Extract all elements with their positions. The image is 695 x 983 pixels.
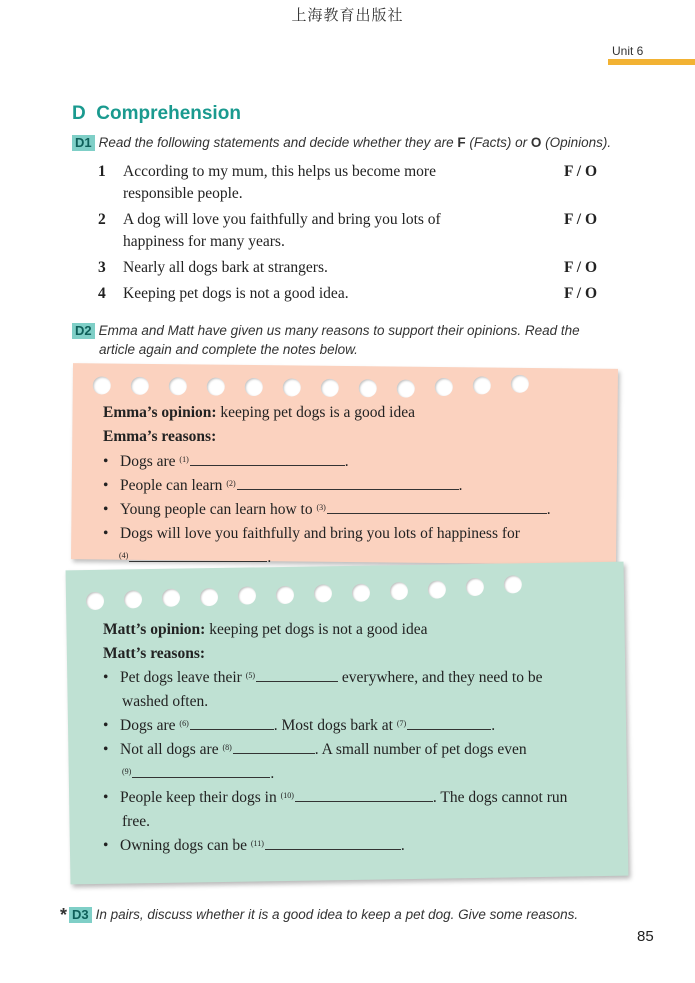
d2-instruction (72, 321, 580, 340)
d3-text: In pairs, discuss whether it is a good idea to keep a pet dog. Give some reasons. (95, 907, 579, 922)
blank-number: (4) (119, 551, 129, 560)
punch-hole (283, 378, 301, 396)
matt-reasons-label: Matt’s reasons: (103, 645, 206, 662)
punch-hole (314, 584, 332, 602)
punch-hole (428, 580, 446, 598)
emma-reason-1-text: Dogs are (120, 453, 180, 470)
unit-label: Unit 6 (612, 44, 644, 58)
punch-hole (245, 378, 263, 396)
punch-hole (435, 378, 453, 396)
blank-number: (7) (396, 719, 407, 728)
answer-blank-10[interactable] (295, 787, 433, 802)
statement-answer[interactable]: F / O (564, 285, 598, 302)
matt-reason-2-text-a: Dogs are (120, 717, 180, 734)
blank-number: (3) (316, 503, 326, 512)
d1-o: O (530, 135, 542, 150)
blank-number: (5) (245, 671, 256, 680)
section-letter: D (72, 103, 86, 124)
blank-number: (6) (179, 719, 189, 728)
matt-reason-1-cont: washed often. (122, 693, 209, 710)
statement-1 (98, 161, 608, 205)
statement-answer[interactable]: F / O (564, 211, 598, 228)
emma-reason-2: • People can learn $^{(2)}$ . (103, 477, 463, 494)
emma-opinion (103, 401, 415, 425)
answer-blank-5[interactable] (256, 667, 338, 682)
punch-hole (511, 375, 529, 393)
statement-2 (98, 209, 608, 253)
punch-hole (473, 376, 491, 394)
d1-f: F (457, 135, 466, 150)
blank-number: (11) (250, 839, 264, 848)
matt-reason-2-text-b: . Most dogs bark at (273, 717, 397, 734)
punch-hole (466, 578, 484, 596)
answer-blank-4[interactable] (129, 547, 267, 562)
punch-hole (200, 588, 218, 606)
matt-opinion-text: keeping pet dogs is not a good idea (205, 621, 428, 638)
statement-text: Keeping pet dogs is not a good idea. (123, 285, 349, 302)
punch-hole (276, 586, 294, 604)
punch-hole (169, 377, 187, 395)
emma-reason-1: • Dogs are $^{(1)}$ . (103, 453, 349, 470)
answer-blank-3[interactable] (327, 499, 547, 514)
blank-number: (9) (122, 767, 132, 776)
statement-number: 2 (98, 211, 106, 228)
matt-reason-3: • Not all dogs are $^{(8)}$ . A small number of pet dogs even (103, 741, 527, 758)
matt-opinion-label: Matt’s opinion: (103, 621, 206, 638)
matt-reason-1: • Pet dogs leave their $^{(5)}$ everywhere, and they need to be (103, 669, 543, 686)
section-title (72, 103, 241, 125)
punch-hole (93, 376, 111, 394)
blank-number: (1) (179, 455, 189, 464)
answer-blank-1[interactable] (190, 451, 345, 466)
emma-reason-4-cont: $^{(4)}$ . (119, 549, 272, 566)
matt-reason-5-text: Owning dogs can be (120, 837, 251, 854)
d1-instruction (72, 133, 611, 152)
statement-3 (98, 257, 608, 279)
emma-reason-2-text: People can learn (120, 477, 227, 494)
matt-reason-1-text-b: everywhere, and they need to be (338, 669, 543, 686)
punch-hole (162, 589, 180, 607)
matt-reason-4-text-b: . The dogs cannot run (432, 789, 568, 806)
punch-hole (352, 584, 370, 602)
d1-opinions: (Opinions). (541, 135, 612, 150)
punch-hole (86, 592, 104, 610)
blank-number: (2) (226, 479, 236, 488)
punch-hole (321, 379, 339, 397)
d1-facts: (Facts) or (465, 135, 531, 150)
d3-tag: D3 (69, 907, 92, 923)
star-icon: * (60, 905, 68, 925)
answer-blank-8[interactable] (233, 739, 315, 754)
publisher-header: 上海教育出版社 (291, 6, 404, 24)
answer-blank-11[interactable] (265, 835, 401, 850)
statement-number: 1 (98, 163, 106, 180)
matt-reason-5: • Owning dogs can be $^{(11)}$ . (103, 837, 405, 854)
page-number: 85 (637, 928, 654, 945)
matt-reason-4-text-a: People keep their dogs in (120, 789, 281, 806)
punch-hole (124, 590, 142, 608)
punch-hole (238, 586, 256, 604)
statement-text: Nearly all dogs bark at strangers. (123, 259, 328, 276)
d2-tag: D2 (72, 323, 95, 339)
emma-opinion-text: keeping pet dogs is a good idea (216, 404, 415, 421)
emma-reasons-label: Emma’s reasons: (103, 428, 217, 445)
statement-text: According to my mum, this helps us become more responsible people. (123, 163, 436, 202)
answer-blank-9[interactable] (132, 763, 270, 778)
statement-text: A dog will love you faithfully and bring you lots of happiness for many years. (123, 211, 441, 250)
statement-number: 3 (98, 259, 106, 276)
emma-reason-3-text: Young people can learn how to (120, 501, 317, 518)
emma-reason-4: • Dogs will love you faithfully and bring you lots of happiness for (103, 525, 520, 542)
d2-instruction-line1: Emma and Matt have given us many reasons to support their opinions. Read the (98, 323, 580, 338)
emma-reason-3: • Young people can learn how to $^{(3)}$ . (103, 501, 551, 518)
answer-blank-7[interactable] (407, 715, 491, 730)
statement-number: 4 (98, 285, 106, 302)
punch-hole (390, 582, 408, 600)
matt-reason-3-text-b: . A small number of pet dogs even (314, 741, 527, 758)
statement-answer[interactable]: F / O (564, 259, 598, 276)
matt-reason-3-cont: $^{(9)}$ . (122, 765, 275, 782)
matt-reason-3-text-a: Not all dogs are (120, 741, 223, 758)
punch-hole (359, 379, 377, 397)
blank-number: (10) (280, 791, 294, 800)
matt-reason-4: • People keep their dogs in $^{(10)}$ . The dogs cannot run (103, 789, 568, 806)
matt-reason-4-cont: free. (122, 813, 150, 830)
unit-bar (608, 59, 695, 65)
blank-number: (8) (222, 743, 232, 752)
statement-answer[interactable]: F / O (564, 163, 598, 180)
d2-instruction-line2: article again and complete the notes below. (99, 342, 358, 357)
emma-opinion-label: Emma’s opinion: (103, 404, 217, 421)
matt-reason-1-text-a: Pet dogs leave their (120, 669, 246, 686)
punch-hole (207, 378, 225, 396)
section-name: Comprehension (96, 103, 241, 124)
emma-reason-4-text: Dogs will love you faithfully and bring you lots of happiness for (120, 525, 520, 542)
statement-4 (98, 283, 608, 305)
matt-reason-2: • Dogs are $^{(6)}$ . Most dogs bark at $^{(7)}$ . (103, 717, 496, 734)
matt-opinion (103, 618, 427, 642)
answer-blank-2[interactable] (237, 475, 459, 490)
d1-instruction-pre: Read the following statements and decide whether they are (98, 135, 458, 150)
punch-hole (397, 380, 415, 398)
punch-hole (504, 575, 522, 593)
punch-hole (131, 377, 149, 395)
answer-blank-6[interactable] (190, 715, 274, 730)
d3-instruction (60, 903, 578, 924)
d1-tag: D1 (72, 135, 95, 151)
